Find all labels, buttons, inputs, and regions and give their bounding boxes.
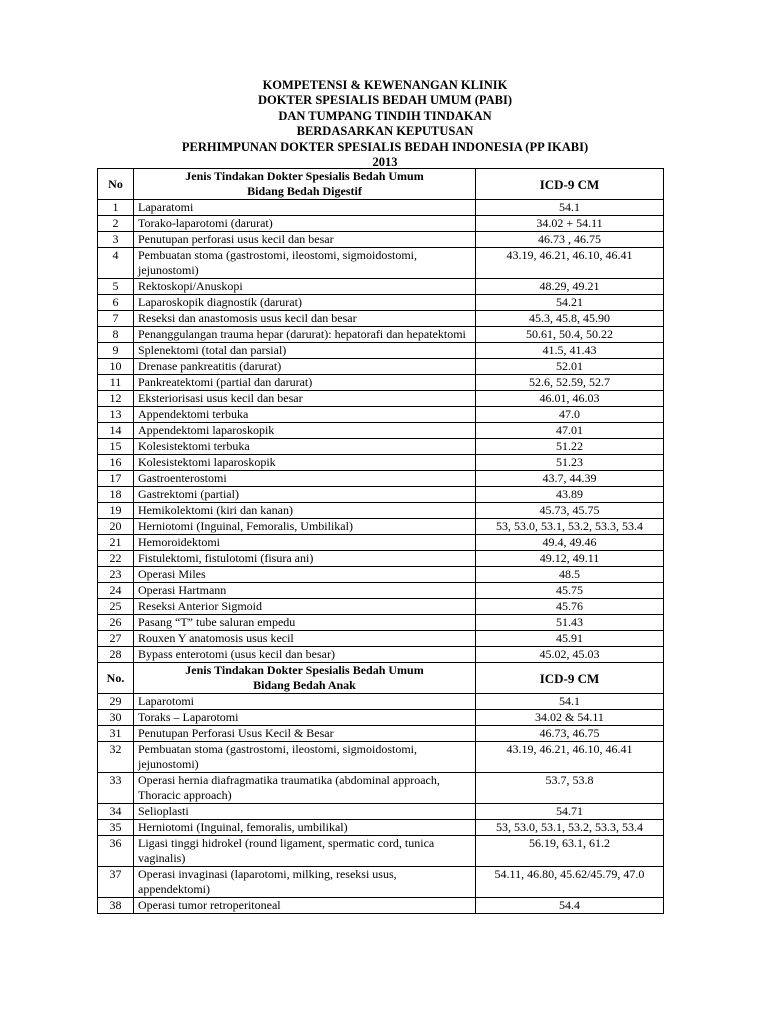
table-row (98, 820, 664, 836)
procedure-name-cell: Penutupan perforasi usus kecil dan besar (134, 232, 476, 248)
competency-table-body (98, 169, 664, 914)
icd-code-cell: 49.4, 49.46 (476, 535, 664, 551)
procedure-name-cell: Herniotomi (Inguinal, femoralis, umbilikal) (134, 820, 476, 836)
row-number-cell: 21 (98, 535, 134, 551)
table-row (98, 773, 664, 804)
procedure-name-cell: Bypass enterotomi (usus kecil dan besar) (134, 647, 476, 663)
procedure-name-cell: Herniotomi (Inguinal, Femoralis, Umbilikal) (134, 519, 476, 535)
icd-code-cell: 49.12, 49.11 (476, 551, 664, 567)
icd-code-cell: 48.5 (476, 567, 664, 583)
table-row (98, 327, 664, 343)
header-name-cell (134, 663, 476, 694)
row-number-cell: 3 (98, 232, 134, 248)
procedure-name-cell: Hemoroidektomi (134, 535, 476, 551)
table-row (98, 455, 664, 471)
table-row (98, 742, 664, 773)
icd-code-cell: 46.01, 46.03 (476, 391, 664, 407)
row-number-cell: 20 (98, 519, 134, 535)
competency-table (97, 168, 664, 914)
table-row (98, 471, 664, 487)
row-number-cell: 2 (98, 216, 134, 232)
row-number-cell: 28 (98, 647, 134, 663)
table-row (98, 615, 664, 631)
row-number-cell: 19 (98, 503, 134, 519)
document-title (80, 78, 690, 170)
icd-code-cell: 45.75 (476, 583, 664, 599)
title-line: DAN TUMPANG TINDIH TINDAKAN (278, 108, 492, 123)
table-row (98, 200, 664, 216)
icd-code-cell: 54.1 (476, 200, 664, 216)
table-row (98, 423, 664, 439)
section-header-row (98, 663, 664, 694)
icd-code-cell: 45.02, 45.03 (476, 647, 664, 663)
header-no-cell: No. (98, 663, 134, 694)
row-number-cell: 33 (98, 773, 134, 804)
icd-code-cell: 51.23 (476, 455, 664, 471)
procedure-name-cell: Laparoskopik diagnostik (darurat) (134, 295, 476, 311)
icd-code-cell: 53, 53.0, 53.1, 53.2, 53.3, 53.4 (476, 519, 664, 535)
title-line: BERDASARKAN KEPUTUSAN (296, 124, 474, 139)
header-icd-cell: ICD-9 CM (476, 663, 664, 694)
table-row (98, 804, 664, 820)
icd-code-cell: 51.22 (476, 439, 664, 455)
row-number-cell: 30 (98, 710, 134, 726)
table-row (98, 898, 664, 914)
table-row (98, 710, 664, 726)
row-number-cell: 23 (98, 567, 134, 583)
row-number-cell: 22 (98, 551, 134, 567)
icd-code-cell: 54.1 (476, 694, 664, 710)
procedure-name-cell: Rouxen Y anatomosis usus kecil (134, 631, 476, 647)
row-number-cell: 18 (98, 487, 134, 503)
row-number-cell: 5 (98, 279, 134, 295)
table-row (98, 567, 664, 583)
row-number-cell: 8 (98, 327, 134, 343)
procedure-name-cell: Appendektomi laparoskopik (134, 423, 476, 439)
procedure-name-cell: Laparatomi (134, 200, 476, 216)
table-row (98, 391, 664, 407)
icd-code-cell: 45.76 (476, 599, 664, 615)
icd-code-cell: 45.73, 45.75 (476, 503, 664, 519)
table-row (98, 647, 664, 663)
row-number-cell: 17 (98, 471, 134, 487)
icd-code-cell: 54.4 (476, 898, 664, 914)
row-number-cell: 31 (98, 726, 134, 742)
icd-code-cell: 47.01 (476, 423, 664, 439)
row-number-cell: 7 (98, 311, 134, 327)
procedure-name-cell: Reseksi dan anastomosis usus kecil dan besar (134, 311, 476, 327)
icd-code-cell: 43.7, 44.39 (476, 471, 664, 487)
procedure-name-cell: Eksteriorisasi usus kecil dan besar (134, 391, 476, 407)
procedure-name-cell: Pankreatektomi (partial dan darurat) (134, 375, 476, 391)
table-row (98, 503, 664, 519)
row-number-cell: 27 (98, 631, 134, 647)
row-number-cell: 36 (98, 836, 134, 867)
table-row (98, 599, 664, 615)
procedure-name-cell: Selioplasti (134, 804, 476, 820)
icd-code-cell: 47.0 (476, 407, 664, 423)
icd-code-cell: 43.19, 46.21, 46.10, 46.41 (476, 742, 664, 773)
icd-code-cell: 54.21 (476, 295, 664, 311)
header-icd-cell: ICD-9 CM (476, 169, 664, 200)
procedure-name-cell: Hemikolektomi (kiri dan kanan) (134, 503, 476, 519)
procedure-name-cell: Operasi hernia diafragmatika traumatika (abdominal approach, Thoracic approach) (134, 773, 476, 804)
row-number-cell: 35 (98, 820, 134, 836)
icd-code-cell: 34.02 & 54.11 (476, 710, 664, 726)
header-name-line: Bidang Bedah Anak (253, 678, 356, 692)
procedure-name-cell: Appendektomi terbuka (134, 407, 476, 423)
table-row (98, 407, 664, 423)
table-row (98, 248, 664, 279)
table-row (98, 295, 664, 311)
row-number-cell: 14 (98, 423, 134, 439)
procedure-name-cell: Pasang “T” tube saluran empedu (134, 615, 476, 631)
row-number-cell: 9 (98, 343, 134, 359)
icd-code-cell: 51.43 (476, 615, 664, 631)
procedure-name-cell: Operasi tumor retroperitoneal (134, 898, 476, 914)
row-number-cell: 4 (98, 248, 134, 279)
procedure-name-cell: Rektoskopi/Anuskopi (134, 279, 476, 295)
icd-code-cell: 56.19, 63.1, 61.2 (476, 836, 664, 867)
procedure-name-cell: Operasi Miles (134, 567, 476, 583)
icd-code-cell: 53, 53.0, 53.1, 53.2, 53.3, 53.4 (476, 820, 664, 836)
icd-code-cell: 48.29, 49.21 (476, 279, 664, 295)
procedure-name-cell: Drenase pankreatitis (darurat) (134, 359, 476, 375)
table-row (98, 535, 664, 551)
icd-code-cell: 46.73 , 46.75 (476, 232, 664, 248)
row-number-cell: 6 (98, 295, 134, 311)
row-number-cell: 16 (98, 455, 134, 471)
section-header-row (98, 169, 664, 200)
icd-code-cell: 54.71 (476, 804, 664, 820)
table-row (98, 232, 664, 248)
procedure-name-cell: Operasi Hartmann (134, 583, 476, 599)
icd-code-cell: 45.91 (476, 631, 664, 647)
table-row (98, 311, 664, 327)
procedure-name-cell: Operasi invaginasi (laparotomi, milking, reseksi usus, appendektomi) (134, 867, 476, 898)
procedure-name-cell: Ligasi tinggi hidrokel (round ligament, spermatic cord, tunica vaginalis) (134, 836, 476, 867)
table-row (98, 359, 664, 375)
icd-code-cell: 34.02 + 54.11 (476, 216, 664, 232)
row-number-cell: 34 (98, 804, 134, 820)
row-number-cell: 37 (98, 867, 134, 898)
row-number-cell: 32 (98, 742, 134, 773)
row-number-cell: 15 (98, 439, 134, 455)
row-number-cell: 10 (98, 359, 134, 375)
table-row (98, 487, 664, 503)
row-number-cell: 11 (98, 375, 134, 391)
row-number-cell: 25 (98, 599, 134, 615)
table-row (98, 519, 664, 535)
table-row (98, 836, 664, 867)
header-name-line: Jenis Tindakan Dokter Spesialis Bedah Umum (185, 663, 424, 677)
table-row (98, 343, 664, 359)
table-row (98, 216, 664, 232)
table-row (98, 551, 664, 567)
title-line: PERHIMPUNAN DOKTER SPESIALIS BEDAH INDONESIA (PP IKABI) (181, 139, 589, 154)
table-row (98, 694, 664, 710)
procedure-name-cell: Pembuatan stoma (gastrostomi, ileostomi, sigmoidostomi, jejunostomi) (134, 742, 476, 773)
icd-code-cell: 52.6, 52.59, 52.7 (476, 375, 664, 391)
table-row (98, 279, 664, 295)
procedure-name-cell: Pembuatan stoma (gastrostomi, ileostomi, sigmoidostomi, jejunostomi) (134, 248, 476, 279)
icd-code-cell: 52.01 (476, 359, 664, 375)
table-row (98, 867, 664, 898)
title-line: KOMPETENSI & KEWENANGAN KLINIK (262, 78, 508, 92)
table-row (98, 631, 664, 647)
procedure-name-cell: Penanggulangan trauma hepar (darurat): hepatorafi dan hepatektomi (134, 327, 476, 343)
header-no-cell: No (98, 169, 134, 200)
icd-code-cell: 43.19, 46.21, 46.10, 46.41 (476, 248, 664, 279)
row-number-cell: 12 (98, 391, 134, 407)
header-name-line: Bidang Bedah Digestif (247, 184, 362, 198)
procedure-name-cell: Reseksi Anterior Sigmoid (134, 599, 476, 615)
row-number-cell: 13 (98, 407, 134, 423)
row-number-cell: 26 (98, 615, 134, 631)
procedure-name-cell: Kolesistektomi laparoskopik (134, 455, 476, 471)
row-number-cell: 1 (98, 200, 134, 216)
row-number-cell: 24 (98, 583, 134, 599)
title-line: 2013 (372, 155, 398, 170)
table-row (98, 726, 664, 742)
header-name-line: Jenis Tindakan Dokter Spesialis Bedah Umum (185, 169, 424, 183)
icd-code-cell: 41.5, 41.43 (476, 343, 664, 359)
icd-code-cell: 54.11, 46.80, 45.62/45.79, 47.0 (476, 867, 664, 898)
procedure-name-cell: Toraks – Laparotomi (134, 710, 476, 726)
icd-code-cell: 45.3, 45.8, 45.90 (476, 311, 664, 327)
title-line: DOKTER SPESIALIS BEDAH UMUM (PABI) (258, 93, 512, 108)
row-number-cell: 29 (98, 694, 134, 710)
procedure-name-cell: Penutupan Perforasi Usus Kecil & Besar (134, 726, 476, 742)
icd-code-cell: 43.89 (476, 487, 664, 503)
procedure-name-cell: Splenektomi (total dan parsial) (134, 343, 476, 359)
icd-code-cell: 50.61, 50.4, 50.22 (476, 327, 664, 343)
procedure-name-cell: Torako-laparotomi (darurat) (134, 216, 476, 232)
procedure-name-cell: Gastroenterostomi (134, 471, 476, 487)
table-row (98, 375, 664, 391)
table-row (98, 583, 664, 599)
procedure-name-cell: Kolesistektomi terbuka (134, 439, 476, 455)
procedure-name-cell: Gastrektomi (partial) (134, 487, 476, 503)
row-number-cell: 38 (98, 898, 134, 914)
header-name-cell (134, 169, 476, 200)
procedure-name-cell: Laparotomi (134, 694, 476, 710)
procedure-name-cell: Fistulektomi, fistulotomi (fisura ani) (134, 551, 476, 567)
table-row (98, 439, 664, 455)
icd-code-cell: 46.73, 46.75 (476, 726, 664, 742)
icd-code-cell: 53.7, 53.8 (476, 773, 664, 804)
